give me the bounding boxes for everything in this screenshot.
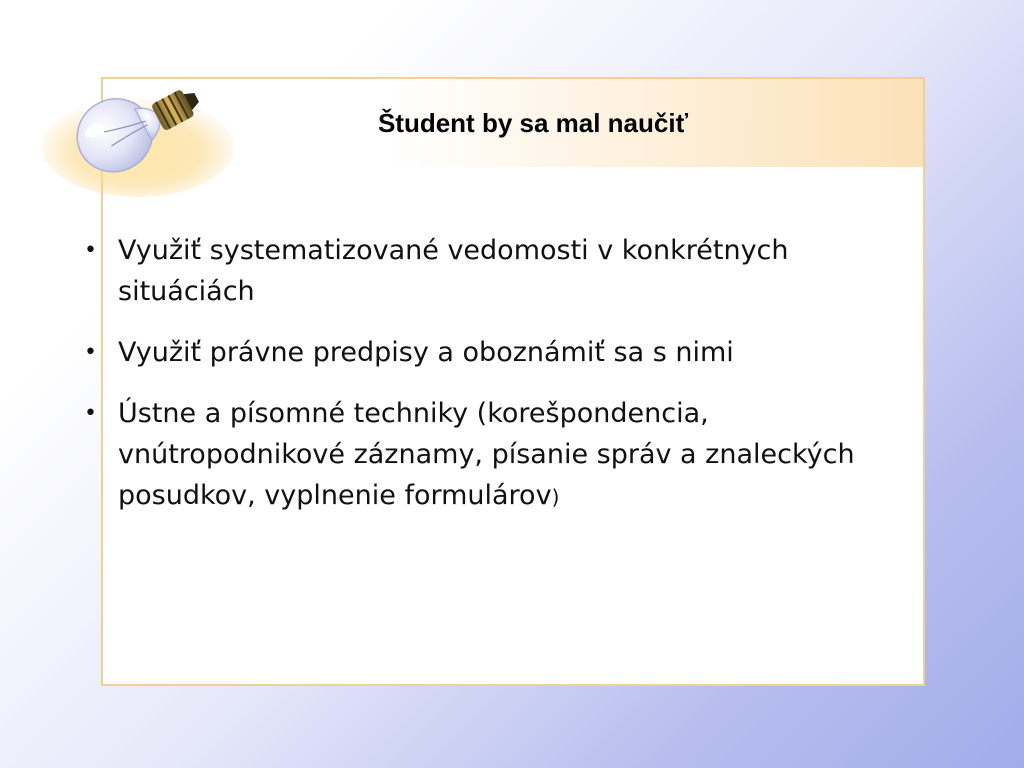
- bullet-text: Využiť systematizované vedomosti v konkrétnych situáciách: [118, 235, 789, 307]
- bullet-icon: •: [84, 401, 97, 426]
- list-item: [84, 230, 884, 312]
- lightbulb-icon: [38, 52, 238, 202]
- list-item: [84, 332, 884, 373]
- bullet-text-tail: ): [551, 485, 560, 509]
- bullet-list: [84, 230, 884, 538]
- list-item: [84, 393, 884, 518]
- bullet-icon: •: [84, 340, 97, 365]
- bullet-text: Využiť právne predpisy a oboznámiť sa s nimi: [118, 337, 734, 368]
- bullet-icon: •: [84, 238, 97, 263]
- bullet-text: Ústne a písomné techniky (korešpondencia, vnútropodnikové záznamy, písanie správ a znaleckých posudkov, vyplnenie formulárov: [118, 398, 855, 511]
- slide-title: Študent by sa mal naučiť: [377, 108, 689, 138]
